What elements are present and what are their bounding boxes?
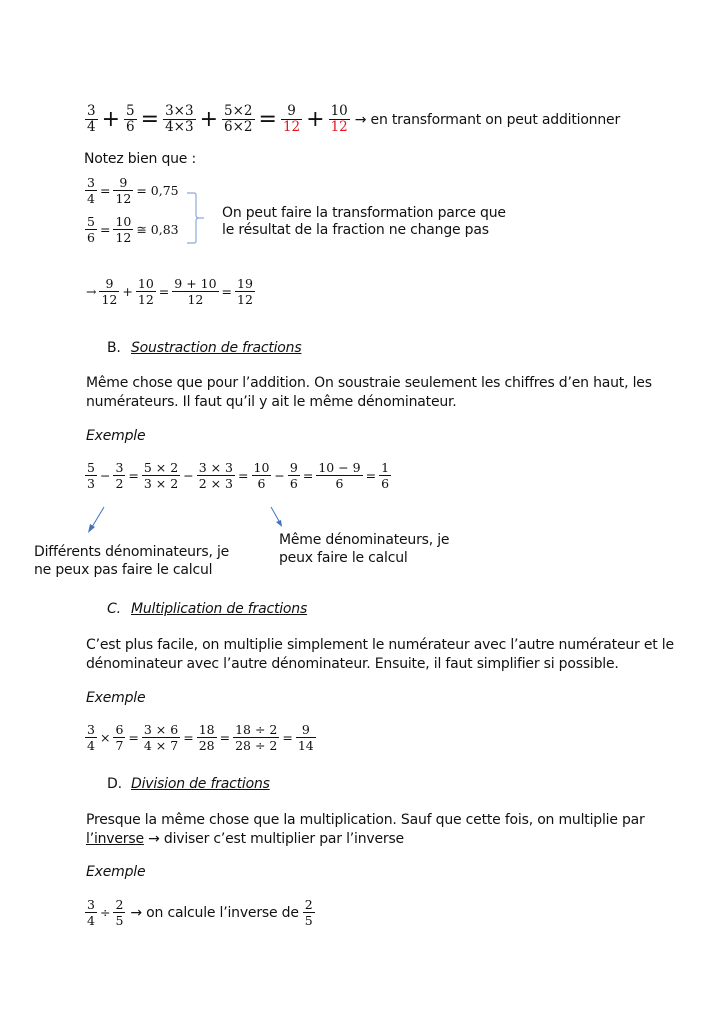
fraction: $\frac{9}{12}$: [115, 175, 132, 206]
section-heading-division: D. Division de fractions: [107, 776, 270, 792]
multiplication-equation: $\frac{3}{4}$ × $\frac{6}{7}$ = $\frac{3 \times 6}{4 \times 7}$ = $\frac{18}{28}$ = $\frac{18 \div 2}{28 \div 2}$ = $\frac{9}{14}$: [87, 722, 314, 753]
fraction: $\frac{10}{12}$: [115, 214, 132, 245]
section-heading-multiplication: C. Multiplication de fractions: [107, 601, 308, 617]
example-label: Exemple: [86, 428, 146, 444]
addition-result-equation: → $\frac{9}{12}$ + $\frac{10}{12}$ = $\frac{9 + 10}{12}$ = $\frac{19}{12}$: [86, 276, 253, 307]
note-equation-2: $\frac{5}{6}$ = $\frac{10}{12}$ ≅ 0,83: [87, 214, 179, 245]
fraction: $\frac{3\times 3}{4\times 3}$: [165, 103, 194, 135]
annotation-right-line2: peux faire le calcul: [279, 550, 408, 566]
annotation-left-line2: ne peux pas faire le calcul: [34, 562, 213, 578]
subtraction-equation: $\frac{5}{3}$ − $\frac{3}{2}$ = $\frac{5 \times 2}{3 \times 2}$ − $\frac{3 \times 3}{2 \times 3}$ = $\frac{10}{6}$ − $\frac{9}{6}$ = $\frac{10 - 9}{6}$ = $\frac{1}{6}$: [87, 460, 390, 491]
division-paragraph: Presque la même chose que la multiplication. Sauf que cette fois, on multiplie par l’inverse → diviser c’est multiplier par l’inverse: [86, 812, 645, 847]
decimal-result: ≅ 0,83: [136, 222, 179, 237]
fraction: $\frac{5\times 2}{6\times 2}$: [224, 103, 253, 135]
highlighted-denominator: 12: [330, 119, 348, 135]
example-label: Exemple: [86, 864, 146, 880]
plus-operator: +: [199, 106, 218, 132]
addition-equation: [84, 104, 620, 135]
fraction: $\frac{9}{12}$: [282, 103, 301, 135]
annotation-arrow-right-icon: [268, 505, 288, 529]
example-label: Exemple: [86, 690, 146, 706]
equals-operator: =: [258, 106, 277, 132]
annotation-left-line1: Différents dénominateurs, je: [34, 544, 230, 560]
decimal-result: = 0,75: [136, 183, 179, 198]
fraction: $\frac{10}{12}$: [330, 103, 348, 135]
note-equation-1: $\frac{3}{4}$ = $\frac{9}{12}$ = 0,75: [87, 175, 179, 206]
division-equation: $\frac{3}{4}$ ÷ $\frac{2}{5}$ → on calcule l’inverse de $\frac{2}{5}$: [87, 897, 313, 928]
fraction: $\frac{9 + 10}{12}$: [174, 276, 217, 307]
annotation-arrow-left-icon: [84, 505, 114, 535]
note-label: Notez bien que :: [84, 151, 196, 167]
section-heading-subtraction: B. Soustraction de fractions: [107, 340, 302, 356]
plus-operator: +: [306, 106, 325, 132]
fraction: $\frac{3}{4}$: [87, 103, 96, 135]
equation-comment: → on calcule l’inverse de: [130, 904, 299, 921]
fraction: $\frac{10}{12}$: [137, 276, 154, 307]
fraction: $\frac{19}{12}$: [237, 276, 253, 307]
plus-operator: +: [101, 106, 121, 132]
equals-operator: =: [140, 106, 160, 132]
arrow-right-icon: →: [86, 284, 97, 299]
fraction: $\frac{5}{6}$: [126, 103, 135, 135]
bracket-comment-line1: On peut faire la transformation parce que: [222, 205, 506, 221]
annotation-right-line1: Même dénominateurs, je: [279, 532, 450, 548]
underlined-term: l’inverse: [86, 831, 144, 847]
bracket-comment-line2: le résultat de la fraction ne change pas: [222, 222, 489, 238]
fraction: $\frac{5}{6}$: [87, 214, 95, 245]
highlighted-denominator: 12: [282, 119, 301, 135]
right-brace-icon: [186, 192, 206, 244]
equation-comment: → en transformant on peut additionner: [354, 111, 620, 128]
fraction: $\frac{9}{12}$: [101, 276, 118, 307]
multiplication-paragraph: C’est plus facile, on multiplie simplement le numérateur avec l’autre numérateur et le dénominateur avec l’autre dénominateur. Ensuite, il faut simplifier si possible.: [86, 637, 674, 672]
fraction: $\frac{3}{4}$: [87, 175, 95, 206]
subtraction-paragraph: Même chose que pour l’addition. On soustraie seulement les chiffres d’en haut, les numérateurs. Il faut qu’il y ait le même dénominateur.: [86, 375, 652, 410]
